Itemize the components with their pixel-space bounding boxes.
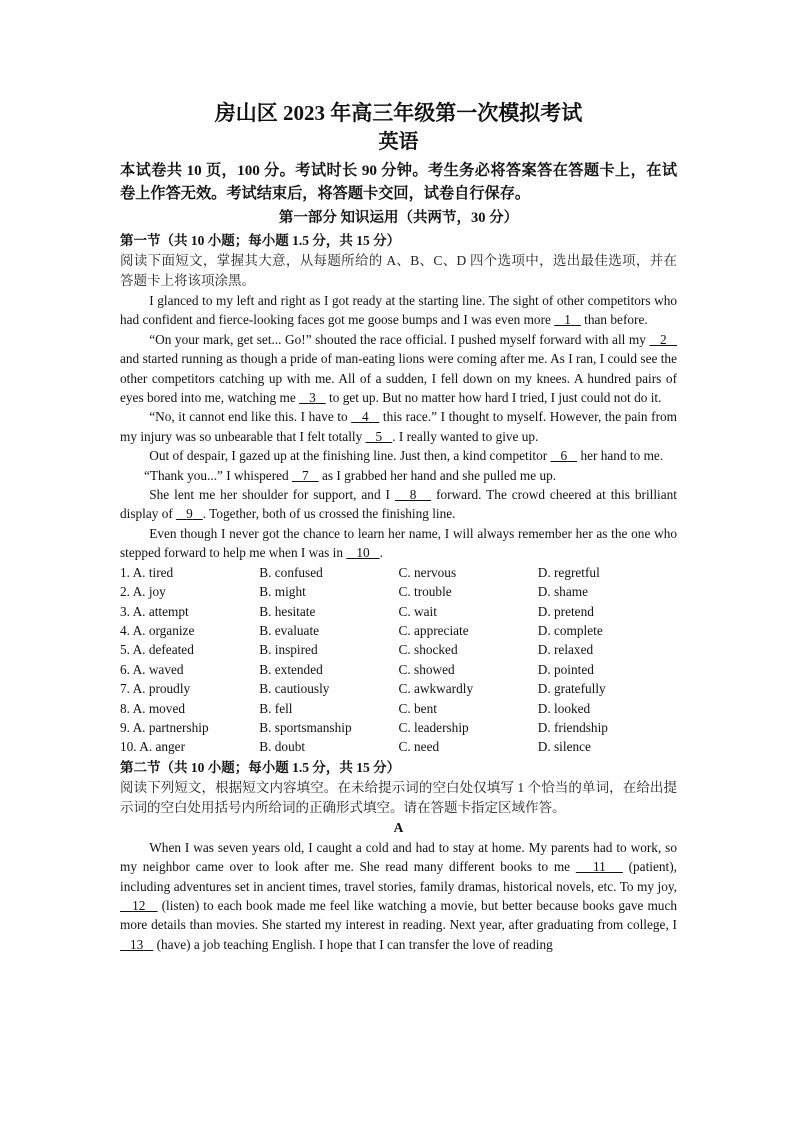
option-b: B. cautiously xyxy=(259,681,330,697)
blank-line xyxy=(667,332,677,347)
section1-options xyxy=(120,563,677,757)
option-a: 9. A. partnership xyxy=(120,719,209,735)
exam-subject: 英语 xyxy=(378,131,419,153)
text-run: “Thank you...” I whispered xyxy=(143,467,293,483)
option-row xyxy=(120,679,677,698)
paragraph xyxy=(120,466,677,485)
text-run: (patient), including adventures set in ancient times, travel stories, family dramas, historical novels, etc. To my joy, xyxy=(120,859,677,894)
blank-line xyxy=(176,506,186,521)
blank-line xyxy=(299,390,309,405)
option-b: B. inspired xyxy=(259,642,318,658)
blank-wrap xyxy=(292,468,319,483)
option-b: B. might xyxy=(259,584,306,600)
section2-instruction: 阅读下列短文，根据短文内容填空。在未给提示词的空白处仅填写 1 个恰当的单词，在给出提示词的空白处用括号内所给词的正确形式填空。请在答题卡指定区域作答。 xyxy=(120,779,677,815)
section1-instruction: 阅读下面短文，掌握其大意，从每题所给的 A、B、C、D 四个选项中，选出最佳选项，并在答题卡上将该项涂黑。 xyxy=(120,253,677,288)
option-a: 1. A. tired xyxy=(120,564,174,580)
blank-line xyxy=(346,545,356,560)
blank-11: 11 xyxy=(592,859,606,875)
blank-line xyxy=(382,429,392,444)
text-run: Even though I never got the chance to learn her name, I will always remember her as the one who stepped forward to help me when I was in xyxy=(120,525,677,561)
option-a: 6. A. waved xyxy=(120,661,184,677)
blank-line xyxy=(571,312,581,327)
option-c: C. awkwardly xyxy=(398,681,474,697)
paragraph xyxy=(120,485,677,524)
text-run: (have) a job teaching English. I hope that I can transfer the love of reading xyxy=(153,936,553,952)
blank-8: 8 xyxy=(409,487,417,503)
blank-line xyxy=(606,859,623,874)
option-b: B. doubt xyxy=(259,739,306,755)
paragraph xyxy=(120,838,677,954)
blank-line xyxy=(369,409,380,424)
paragraph xyxy=(120,407,677,446)
blank-line xyxy=(551,448,561,463)
blank-line xyxy=(120,937,130,952)
paragraph xyxy=(120,291,677,330)
blank-line xyxy=(576,859,593,874)
blank-wrap xyxy=(176,506,203,521)
option-row xyxy=(120,582,677,601)
blank-line xyxy=(416,487,431,502)
blank-13: 13 xyxy=(129,936,144,952)
option-row xyxy=(120,602,677,621)
blank-line xyxy=(554,312,564,327)
exam-page xyxy=(120,98,677,954)
text-run: to get up. But no matter how hard I tried, I just could not do it. xyxy=(325,390,662,406)
text-run: this race.” I thought to myself. However, the pain from my injury was so unbearable that I felt totally xyxy=(120,409,677,444)
option-d: D. regretful xyxy=(537,564,600,580)
text-run: as I grabbed her hand and she pulled me up. xyxy=(318,467,557,483)
blank-wrap xyxy=(366,429,393,444)
option-c: C. nervous xyxy=(398,564,457,580)
option-a: 7. A. proudly xyxy=(120,681,191,697)
option-a: 3. A. attempt xyxy=(120,603,189,619)
blank-wrap xyxy=(346,545,379,560)
blank-line xyxy=(366,429,376,444)
text-run: I glanced to my left and right as I got ready at the starting line. The sight of other competitors who had confident and fierce-looking faces got me goose bumps and I was even more xyxy=(120,293,677,328)
blank-12: 12 xyxy=(132,897,146,913)
blank-wrap xyxy=(576,859,623,874)
blank-line xyxy=(193,506,203,521)
option-row xyxy=(120,737,677,756)
blank-1: 1 xyxy=(564,312,571,328)
section1-passage xyxy=(120,291,677,563)
option-b: B. sportsmanship xyxy=(259,719,352,735)
option-c: C. wait xyxy=(398,603,437,619)
blank-4: 4 xyxy=(361,409,369,425)
blank-line xyxy=(309,468,319,483)
option-b: B. confused xyxy=(259,564,323,580)
blank-9: 9 xyxy=(186,506,193,522)
blank-wrap xyxy=(299,390,326,405)
text-run: “On your mark, get set... Go!” shouted the race official. I pushed myself forward with all my xyxy=(149,331,650,347)
blank-line xyxy=(370,545,380,560)
option-b: B. fell xyxy=(259,700,293,716)
option-c: C. shocked xyxy=(398,642,458,658)
option-d: D. pointed xyxy=(537,661,594,677)
blank-7: 7 xyxy=(302,467,309,483)
blank-line xyxy=(395,487,410,502)
text-run: “No, it cannot end like this. I have to xyxy=(149,409,352,425)
option-d: D. friendship xyxy=(537,719,608,735)
option-c: C. trouble xyxy=(398,584,452,600)
blank-line xyxy=(145,898,157,913)
option-d: D. pretend xyxy=(537,603,594,619)
option-row xyxy=(120,621,677,640)
option-b: B. hesitate xyxy=(259,603,316,619)
paragraph xyxy=(120,330,677,408)
option-b: B. evaluate xyxy=(259,622,320,638)
option-d: D. looked xyxy=(537,700,591,716)
option-c: C. leadership xyxy=(398,719,469,735)
blank-line xyxy=(120,898,132,913)
text-run: She lent me her shoulder for support, and I xyxy=(149,487,395,503)
exam-notice: 本试卷共 10 页，100 分。考试时长 90 分钟。考生务必将答案答在答题卡上，在试卷上作答无效。考试结束后，将答题卡交回，试卷自行保存。 xyxy=(120,162,677,202)
blank-line xyxy=(351,409,362,424)
blank-wrap xyxy=(554,312,581,327)
blank-wrap xyxy=(120,898,158,913)
text-run: forward. The crowd cheered at this brilliant display of xyxy=(120,487,677,522)
option-a: 4. A. organize xyxy=(120,622,195,638)
text-run: When I was seven years old, I caught a cold and had to stay at home. My parents had to work, so my neighbor came over to look after me. She read many different books to me xyxy=(120,839,677,875)
paragraph xyxy=(120,524,677,563)
option-d: D. gratefully xyxy=(537,681,606,697)
section2-title: 第二节（共 10 小题；每小题 1.5 分，共 15 分） xyxy=(120,759,401,775)
option-d: D. relaxed xyxy=(537,642,594,658)
option-row xyxy=(120,640,677,659)
text-run: (listen) to each book made me feel like watching a movie, but better because books gave much more details than movies. She started my interest in reading. Next year, after graduating from college, I xyxy=(120,897,677,933)
option-d: D. complete xyxy=(537,622,603,638)
option-a: 8. A. moved xyxy=(120,700,186,716)
section2-passage xyxy=(120,838,677,954)
option-a: 10. A. anger xyxy=(120,739,185,755)
blank-wrap xyxy=(120,937,153,952)
option-d: D. silence xyxy=(537,739,591,755)
option-row xyxy=(120,563,677,582)
text-run: . I really wanted to give up. xyxy=(392,428,539,444)
blank-wrap xyxy=(351,409,379,424)
blank-wrap xyxy=(395,487,431,502)
blank-line xyxy=(649,332,660,347)
blank-5: 5 xyxy=(375,428,383,444)
option-c: C. showed xyxy=(398,661,455,677)
text-run: than before. xyxy=(580,312,648,328)
blank-line xyxy=(316,390,326,405)
blank-3: 3 xyxy=(309,390,316,406)
option-c: C. bent xyxy=(398,700,437,716)
blank-line xyxy=(143,937,153,952)
text-run: her hand to me. xyxy=(577,448,664,464)
exam-title: 房山区 2023 年高三年级第一次模拟考试 xyxy=(214,101,583,125)
blank-10: 10 xyxy=(356,545,370,561)
blank-6: 6 xyxy=(560,448,568,464)
option-row xyxy=(120,718,677,737)
section1-title: 第一节（共 10 小题；每小题 1.5 分，共 15 分） xyxy=(120,233,401,248)
option-b: B. extended xyxy=(259,661,323,677)
blank-wrap xyxy=(649,332,677,347)
paragraph xyxy=(120,446,677,465)
blank-2: 2 xyxy=(659,331,667,347)
blank-line xyxy=(292,468,302,483)
option-a: 5. A. defeated xyxy=(120,642,194,658)
option-row xyxy=(120,660,677,679)
text-run: . Together, both of us crossed the finishing line. xyxy=(202,506,456,522)
option-c: C. need xyxy=(398,739,440,755)
option-a: 2. A. joy xyxy=(120,584,166,600)
blank-line xyxy=(567,448,577,463)
text-run: Out of despair, I gazed up at the finishing line. Just then, a kind competitor xyxy=(149,448,551,464)
part1-title: 第一部分 知识运用（共两节，30 分） xyxy=(278,210,519,226)
blank-wrap xyxy=(551,448,578,463)
text-run: and started running as though a pride of man-eating lions were coming after me. As I ran, I could see the other competitors catching up with me. All of a sudden, I fell down on my knees. A hundred pairs of eyes bored into me, watching me xyxy=(120,351,677,406)
text-run: . xyxy=(379,545,383,561)
option-row xyxy=(120,699,677,718)
option-d: D. shame xyxy=(537,584,588,600)
option-c: C. appreciate xyxy=(398,622,469,638)
passage-label: A xyxy=(393,819,404,835)
